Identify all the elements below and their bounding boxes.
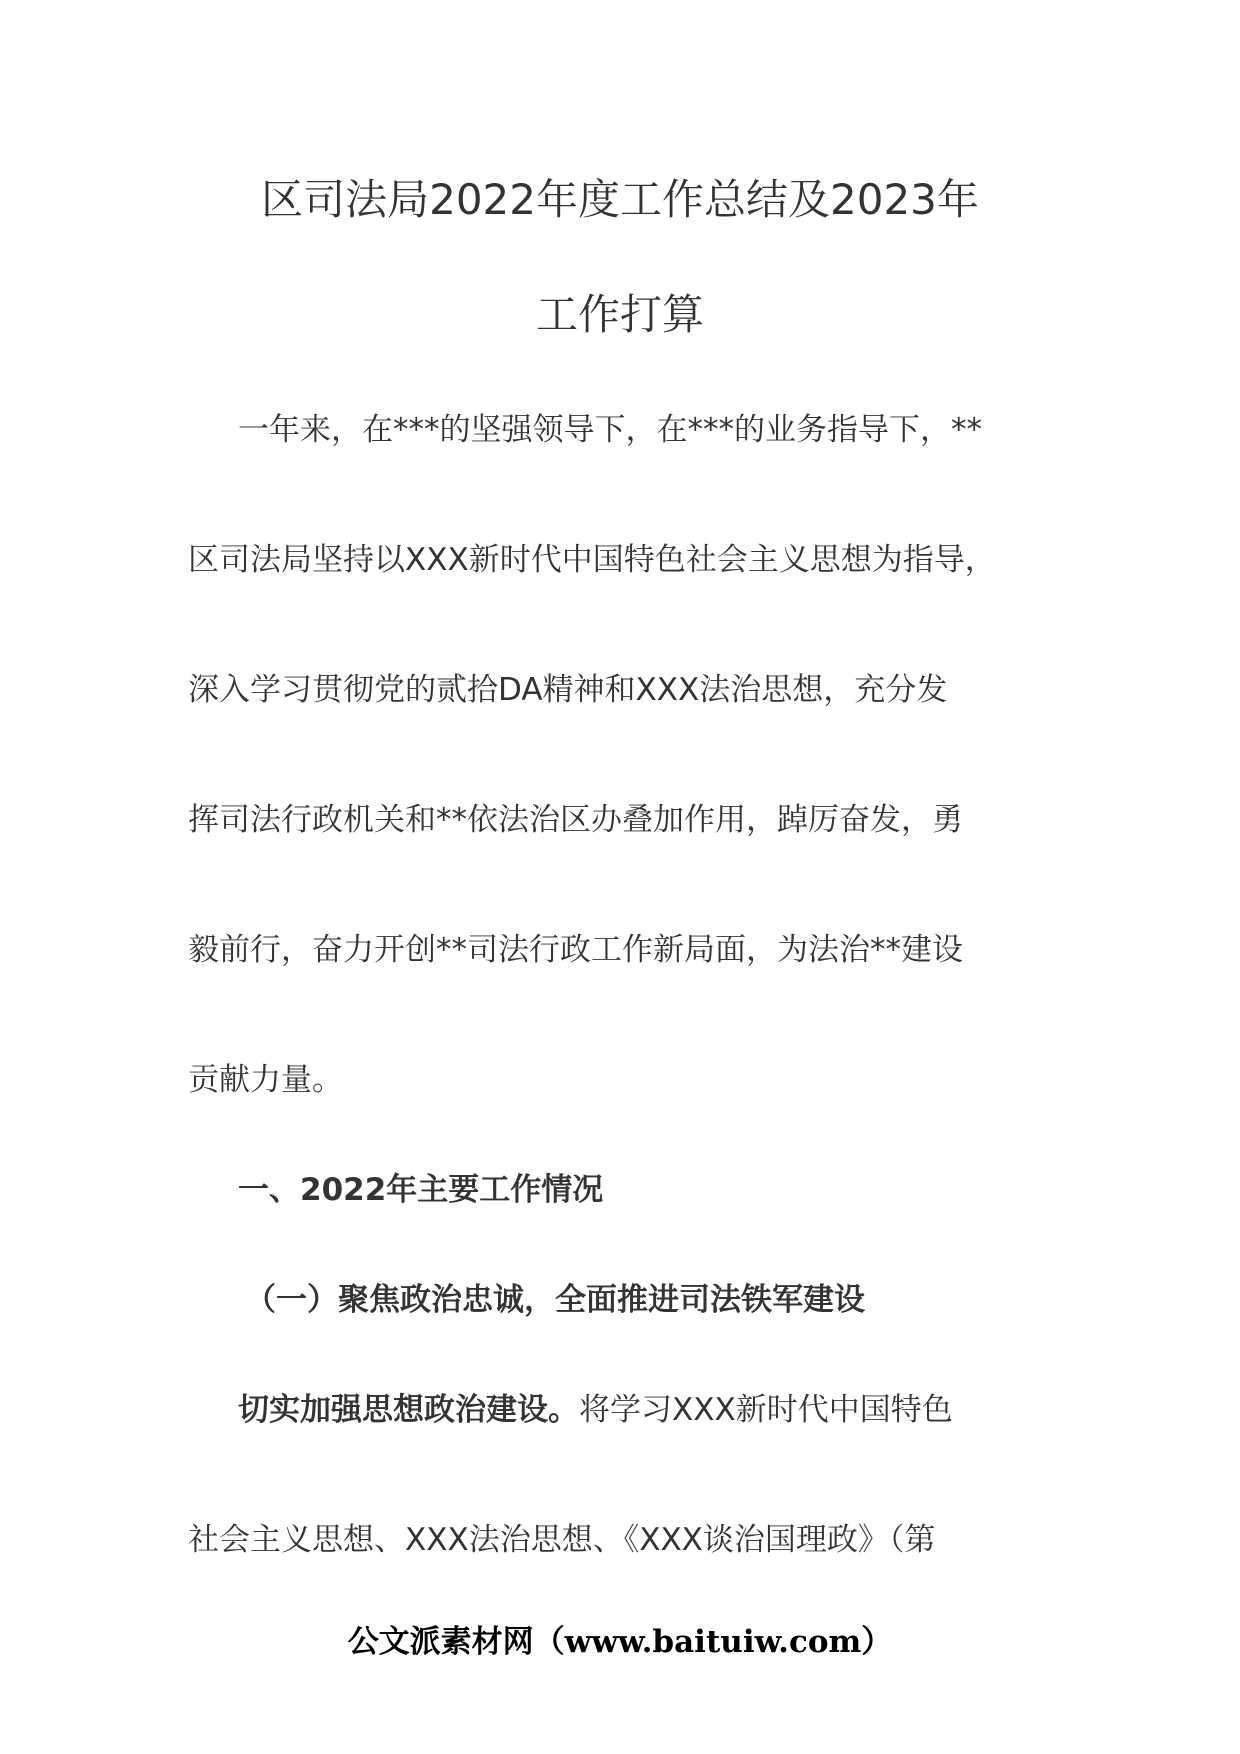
paragraph-1-text: 将学习XXX新时代中国特色 <box>579 1392 953 1428</box>
intro-line-6: 贡献力量。 <box>188 1062 343 1098</box>
intro-line-1: 一年来，在***的坚强领导下，在***的业务指导下，** <box>238 412 982 448</box>
document-title-line-2: 工作打算 <box>535 290 704 339</box>
paragraph-1-line-2: 社会主义思想、XXX法治思想、《XXX谈治国理政》（第 <box>188 1522 936 1558</box>
paragraph-1-line-1 <box>238 1388 953 1432</box>
section-1-heading: 一、2022年主要工作情况 <box>238 1172 604 1208</box>
intro-line-3: 深入学习贯彻党的贰拾DA精神和XXX法治思想，充分发 <box>188 672 948 708</box>
document-title-line-1: 区司法局2022年度工作总结及2023年 <box>261 175 979 224</box>
intro-line-5: 毅前行，奋力开创**司法行政工作新局面，为法治**建设 <box>188 932 963 968</box>
paragraph-1-lead: 切实加强思想政治建设。 <box>238 1392 579 1428</box>
intro-line-2: 区司法局坚持以XXX新时代中国特色社会主义思想为指导， <box>188 542 996 578</box>
subsection-1-heading: （一）聚焦政治忠诚，全面推进司法铁军建设 <box>245 1282 865 1318</box>
footer-watermark: 公文派素材网（www.baituiw.com） <box>347 1624 893 1660</box>
intro-line-4: 挥司法行政机关和**依法治区办叠加作用，踔厉奋发，勇 <box>188 802 963 838</box>
